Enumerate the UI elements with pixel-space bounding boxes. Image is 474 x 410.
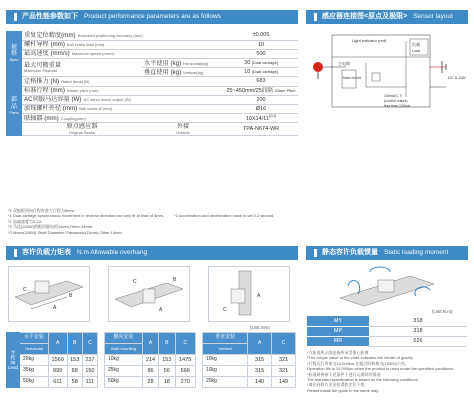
spec-row [6,95,298,104]
payload-vertical-label: 垂直使用 (kg) Vertical(kg) [142,68,224,77]
table-row: 20kg 1560 153 237 [7,355,98,366]
moment-banner [306,246,468,260]
svg-text:A: A [257,293,261,299]
note-line: *2 加减速度为0.2G. [8,218,43,224]
output-note-en1: (control output) [384,99,408,103]
load-label-en: Load [412,49,420,53]
output-note: 100mA以下 [384,94,403,98]
spec-value: 10X14/11[注1] [224,114,298,123]
spec-label: 最高速度 (mm/s) Maximum speed (mm/s) [22,49,224,58]
note-line: *2 Acceleration and deceleration value is set 0.2 second. [174,213,275,219]
load-block-icon [143,289,155,303]
spec-value: Ø16 [224,105,298,114]
svg-text:C: C [223,307,227,313]
spec-label: 重复定位精度(mm) Repeated positioning accuracy (mm) [22,31,224,40]
table-row: MY 318 [307,316,467,326]
table-row: 20kg 140 149 [203,377,296,388]
table-row: 50kg 28 18 270 [105,377,196,388]
performance-banner [6,10,298,24]
spec-label: 滚珠螺杆外径 (mm) Ball screw Ø (mm) [22,105,224,114]
spec-row [6,105,298,114]
overhang-table-vertical [202,332,296,388]
spec-label: AC伺服马达容量 (W) AC servo motor output (W) [22,95,224,104]
table-head: B [159,333,175,355]
performance-title-en: Product performance parameters are as follows [84,13,221,21]
overhang-table-wall [104,332,196,388]
table-head: 水平安装 [20,333,49,344]
spec-label: 联轴器 (mm) Coupling(mm) [22,114,224,123]
table-row: 35kg 899 88 150 [7,366,98,377]
side-char: Parts [9,109,19,115]
dc-voltage-label: DC 5-24V [448,75,466,80]
sensor-title-en: Sensor layout [413,13,453,21]
spec-value: ±0.005 [224,31,298,40]
svg-text:A: A [53,305,57,311]
note-line: *The torque value in the chart indicates the center of gravity. [307,355,414,361]
note-line: *3 马达(200W)搭配伺服电机11mm,Other:14mm. [8,224,94,230]
overhang-title-en: N.m Allowable overhang [77,249,148,257]
payload-horizontal-value: 30 [Dual carriage] [224,59,298,68]
performance-title: 产品性能参数如下 [22,12,78,20]
note-line: *请在同样方法安装滑轨定位不变. [307,382,366,388]
moment-table [307,316,467,347]
payload-horizontal-label: 水平使用 (kg) Horizontal(kg) [142,59,224,68]
sensor-row-kind: 外接 Outside [142,123,224,136]
parts-side-label [6,77,22,136]
sensor-row-value: TPA-N674-WR [224,123,298,136]
wall-mount-illustration [108,266,190,322]
moment-title: 静态容许负载惯量 [322,248,378,256]
carriage-icon [378,280,394,292]
note-line: Please install the guide in the same way. [307,387,379,393]
table-head: A [248,333,272,355]
table-head: C [82,333,97,355]
note-line: *标准规格按下述条件下进行运用时的情况. [307,371,382,377]
spec-row [6,114,298,123]
overhang-table-horizontal [6,332,98,388]
load-label: 负载 [412,42,420,47]
sensor-wiring-diagram [306,27,468,117]
side-char: 品 [10,103,17,110]
table-head: 横向安装 [105,333,143,344]
banner-marker [314,13,317,21]
transistor-icon [372,73,380,81]
spec-row [6,59,298,68]
horizontal-mount-illustration [8,266,90,322]
spec-row [6,49,298,58]
svg-text:B: B [69,293,73,299]
banner-marker [314,249,317,257]
mr-arrow-icon [348,280,360,294]
overhang-unit: (Unit:mm) [250,325,270,330]
table-row: 10kg 315 321 [203,366,296,377]
red-light-icon [313,62,323,72]
lead-side-label: 导 程 05 Lead [7,333,20,388]
svg-text:C: C [133,279,137,285]
table-row: 25kg 86 56 566 [105,366,196,377]
table-head: C [175,333,195,355]
side-char: 部 [10,97,17,104]
note-line: Operation life is 10,000km when the product is used under the specified conditions. [307,366,455,372]
spec-row [6,31,298,40]
mp-arrow-icon [415,287,430,296]
sensor-title: 感应器连接图<原点及极限> [322,12,408,20]
note-line: *3 Motor(200W) Shaft Diameter: Panasonic(11mm),Other:14mm. [8,229,123,235]
table-row: 10kg 315 321 [203,355,296,366]
moment-axes-illustration [330,264,450,312]
light-indicator-label: Light indicator (red) [352,38,387,43]
moment-notes [307,350,471,393]
spec-value: 10 [224,40,298,49]
table-head-sub: Wall mounting [105,344,143,355]
overhang-title: 容许负载力矩表 [22,248,71,256]
banner-marker [14,249,17,257]
spec-value: 200 [224,95,298,104]
table-head: A [48,333,67,355]
svg-text:A: A [159,307,163,313]
table-head: A [142,333,158,355]
note-line: *1 双拖板同向行程时最大行程为5mm. [8,208,75,213]
spec-row [6,86,298,95]
table-head: C [272,333,296,355]
svg-text:B: B [173,277,177,283]
side-char: 格 [10,51,17,58]
spec-label: 螺杆导程 (mm) Ball screw lead (mm) [22,40,224,49]
table-row: 50kg 611 58 111 [7,377,98,388]
spec-label: 定格推力 (N) Rated thrust (N) [22,77,224,86]
table-row: MP 318 [307,326,467,336]
sensor-banner [306,10,468,24]
table-head: 垂直安装 [203,333,248,344]
spec-value: 683 [224,77,298,86]
moment-title-en: Static loading moment [384,249,449,257]
payload-vertical-value: 10 [Dual carriage] [224,68,298,77]
output-note-en2: less than 100mA [384,104,411,108]
my-arrow-icon [370,267,390,272]
table-head-sub: Vertical [203,344,248,355]
spec-row [6,40,298,49]
payload-label: 最大可搬重量 Maximum Payload [22,59,142,77]
side-char: Spec [9,57,19,63]
note-line: The standard specification is based on the following conditions. [307,376,419,382]
side-char: 规 [10,44,17,51]
vertical-mount-illustration [208,266,290,322]
table-head-sub: Horizontal [20,344,49,355]
spec-value: 25~450mm/25间隔 20mm Pitch [224,86,298,95]
spec-table [6,31,298,136]
spec-row [6,77,298,86]
note-line: *力矩表所示的是指所承受重心距离. [307,350,370,355]
note-line: *1 Dual carriage synchronous movement in reverse direction can only fit at lead of 5mm. [8,213,165,219]
spec-side-label [6,31,22,77]
moment-unit: (Unit:N.m) [432,309,453,314]
table-row: MR 626 [307,336,467,346]
svg-text:C: C [23,287,27,293]
load-block-icon [231,289,245,303]
overhang-banner [6,246,298,260]
table-head: B [67,333,82,355]
spec-value: 500 [224,49,298,58]
table-row: 10kg 214 153 1475 [105,355,196,366]
load-block-icon [35,281,49,293]
spec-notes [8,208,296,235]
sensor-row-label: 原点感应器 Original Sense [22,123,142,136]
note-line: *行程运行寿命为10,000km,在超过时转换为(10000)公里。 [307,360,410,366]
spec-row [6,123,298,136]
banner-marker [14,13,17,21]
main-circuit-label: 主电路 [338,61,350,66]
main-circuit-en: Main circuit [343,76,361,80]
spec-label: 标准行程 (mm) Stroke pitch (mm) [22,86,224,95]
